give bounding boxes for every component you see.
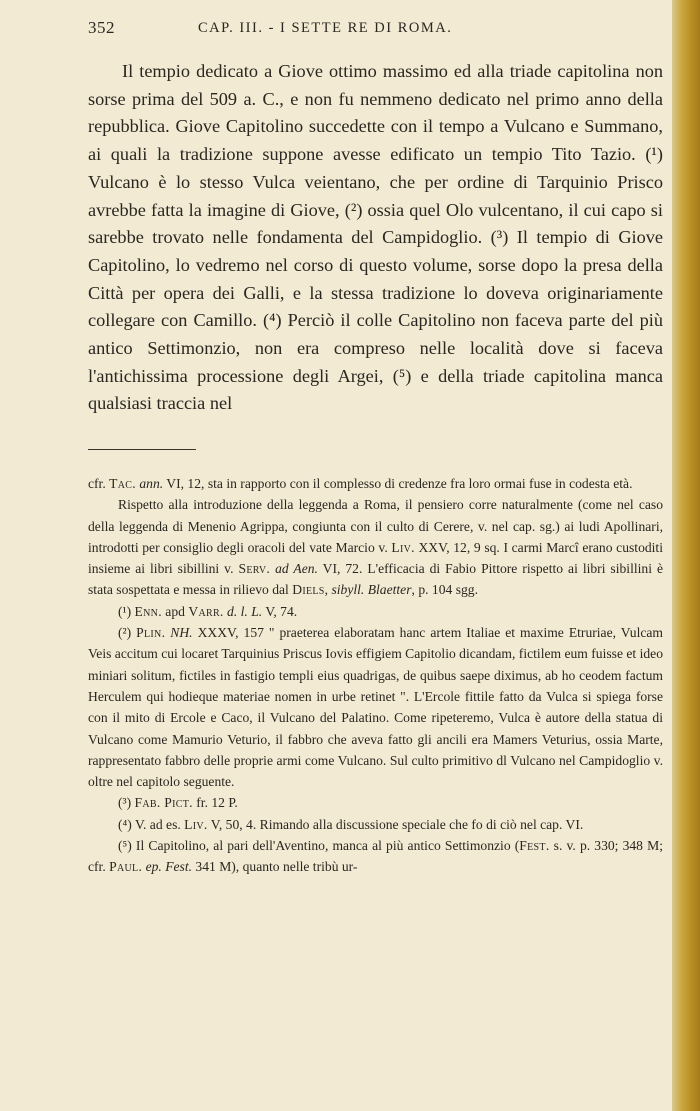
running-head: CAP. III. - I SETTE RE DI ROMA. [198, 20, 453, 36]
footnote-continuation-2: Rispetto alla introduzione della leggenda a Roma, il pensiero corre naturalmente (come nel caso della leggenda di Menenio Agrippa, congiunta con il culto di Cerere, v. nel cap. sg.) ai ludi Apollinari, introdotti per consiglio degli oracoli del vate Marcio v. Liv. XXV, 12, 9 sq. I carmi Marcî erano custoditi insieme ai libri sibillini v. Serv. ad Aen. VI, 72. L'efficacia di Fabio Pittore rispetto ai libri sibillini è stata sospettata e messa in rilievo dal Diels, sibyll. Blaetter, p. 104 sgg. [88, 497, 663, 598]
footnote-1: (¹) Enn. apd Varr. d. l. L. V, 74. [118, 603, 298, 619]
footnote-continuation: cfr. Tac. ann. VI, 12, sta in rapporto con il complesso di credenze fra loro ormai fuse in codesta età. [88, 476, 633, 491]
footnote-4: (⁴) V. ad es. Liv. V, 50, 4. Rimando alla discussione speciale che fo di ciò nel cap. VI. [118, 816, 584, 832]
footnote-3: (³) Fab. Pict. fr. 12 P. [118, 795, 238, 811]
page-number: 352 [88, 18, 115, 37]
footnote-rule [88, 449, 196, 450]
footnotes [88, 473, 663, 878]
page-edge [672, 0, 700, 1111]
page-header [88, 18, 668, 42]
footnote-5: (⁵) Il Capitolino, al pari dell'Aventino, manca al più antico Settimonzio (Fest. s. v. p. 330; 348 M; cfr. Paul. ep. Fest. 341 M), quanto nelle tribù ur- [88, 838, 663, 875]
footnote-2: (²) Plin. NH. XXXV, 157 " praeterea elaboratam hanc artem Italiae et maxime Etruriae, Vulcam Veis accitum cui locaret Tarquinius Priscus Iovis effigiem Capitolio dicandam, fictilem eum fuisse et ideo miniari solitum, fictiles in fastigio templi eius quadrigas, de quibus saepe diximus, ab ho ceodem factum Herculem qui hodieque materiae nomen in urbe retinet ". L'Ercole fittile fatto da Vulca si spiega forse con il mito di Ercole e Caco, il Vulcano del Palatino. Come ripeteremo, Vulca è autore della statua di Vulcano come Mamurio Veturio, il fabbro che aveva fatto gli ancili era Mamers Veturius, ossia Marte, rappresentato fabbro delle proprie armi come Vulcano. Sul culto primitivo dl Vulcano nel Campidoglio v. oltre nel capitolo seguente. [88, 625, 664, 790]
main-paragraph: Il tempio dedicato a Giove ottimo massimo ed alla triade capitolina non sorse prima del 509 a. C., e non fu nemmeno dedicato nel primo anno della repubblica. Giove Capitolino succedette con il tempo a Vulcano e Summano, ai quali la tradizione suppone avesse edificato un tempio Tito Tazio. (¹) Vulcano è lo stesso Vulca veientano, che per ordine di Tarquinio Prisco avrebbe fatta la imagine di Giove, (²) ossia quel Olo vulcentano, il cui capo si sarebbe trovato nelle fondamenta del Campidoglio. (³) Il tempio di Giove Capitolino, lo vedremo nel corso di questo volume, sorse dopo la presa della Città per opera dei Galli, e la stessa tradizione lo doveva originariamente collegare con Camillo. (⁴) Perciò il colle Capitolino non faceva parte del più antico Settimonzio, non era compreso nelle località dove si faceva l'antichissima processione degli Argei, (⁵) e della triade capitolina manca qualsiasi traccia nel [88, 61, 663, 414]
